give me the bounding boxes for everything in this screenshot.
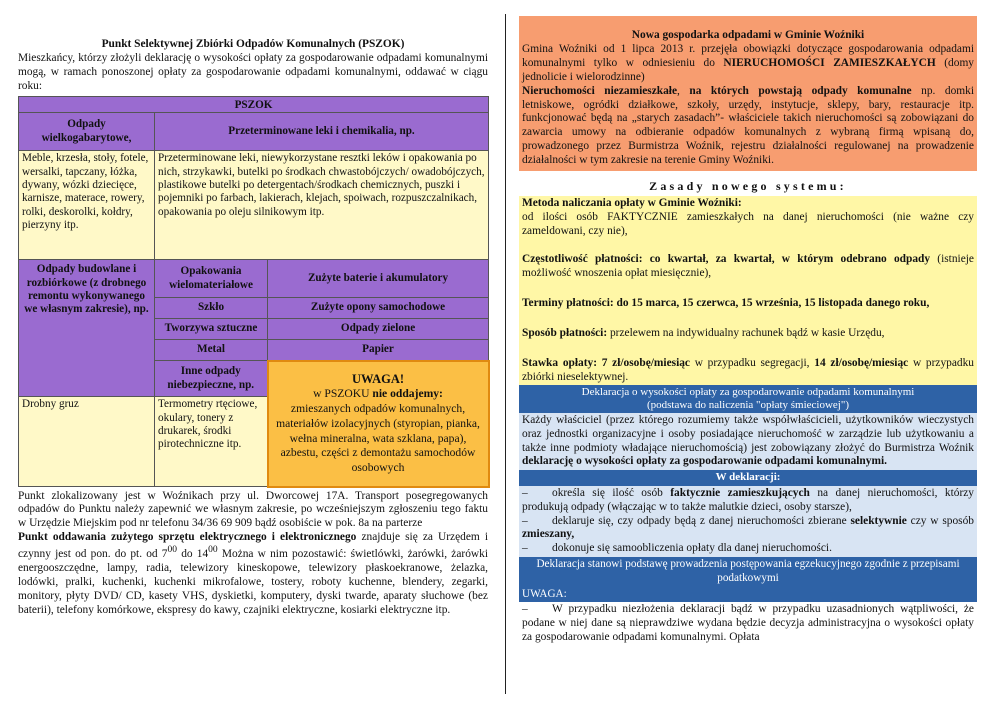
deklaracja-item-3 bbox=[522, 542, 974, 556]
uwaga-body: zmieszanych odpadów komunalnych, materiałów izolacyjnych (styropian, pianka, wełna mineralna, wata szklana, papa), azbestu, części z demontażu samochodów osobowych bbox=[276, 401, 480, 475]
zasady-title: Zasady nowego systemu: bbox=[649, 179, 847, 194]
sposob bbox=[522, 327, 974, 357]
item2-bold2: zmieszany, bbox=[522, 528, 575, 541]
deklaracja-title: Deklaracja o wysokości opłaty za gospodarowanie odpadami komunalnymi bbox=[581, 386, 915, 399]
deklaracja-item-1 bbox=[522, 487, 974, 515]
czestotliwosc bbox=[522, 253, 974, 297]
leki-list: Przeterminowane leki, niewykorzystane resztki leków i opakowania po nich, strzykawki, butelki po środkach chwastobójczych/ owadobójczych, plastikowe butelki po detergentach/środkach chemicznych, puszki i pojemniki po farbach, lakierach, klejach, spoiwach, rozpuszczalnikach, opakowania po oleju silnikowym itp. bbox=[155, 151, 489, 260]
termometry-cell: Termometry rtęciowe, okulary, tonery z drukarek, środki pirotechniczne itp. bbox=[155, 397, 268, 487]
item2-mid: czy w sposób bbox=[906, 514, 974, 527]
baterie-cell: Zużyte baterie i akumulatory bbox=[268, 260, 489, 298]
stawka-bold2: 14 zł/osobę/miesiąc bbox=[814, 356, 909, 369]
sposob-body: przelewem na indywidualny rachunek bądź w kasie Urzędu, bbox=[607, 326, 885, 339]
w-deklaracji-list bbox=[519, 486, 977, 558]
deklaracja-body bbox=[519, 413, 977, 471]
deklaracja-body-pre: Każdy właściciel (przez którego rozumiemy także współwłaścicieli, użytkowników wieczystych oraz jednostki organizacyjne i osoby posiadające nieruchomość w zarządzie lub użytkowaniu a także inne podmioty władające nieruchomością) jest zobowiązany złożyć do Burmistrza Woźnik bbox=[522, 413, 974, 454]
deklaracja-header bbox=[519, 385, 977, 412]
pszok-title: Punkt Selektywnej Zbiórki Odpadów Komunalnych (PSZOK) bbox=[101, 38, 405, 50]
tworzywa-cell: Tworzywa sztuczne bbox=[155, 319, 268, 340]
stawka-post: w przypadku zbiórki nieselektywnej. bbox=[522, 356, 974, 383]
item1-bold: faktycznie zamieszkujących bbox=[670, 486, 810, 499]
rtv-pre: znajduje się za Urzędem i czynny jest od pon. do pt. od 7 bbox=[18, 531, 488, 560]
right-column bbox=[519, 16, 977, 646]
uwaga-box bbox=[268, 361, 489, 487]
nowa-gospodarka-section bbox=[519, 16, 977, 171]
dash-3: – bbox=[522, 542, 528, 555]
pszok-location: Punkt zlokalizowany jest w Woźnikach przy ul. Dworcowej 17A. Transport posegregowanych odpadów do Punktu należy zapewnić we własnym zakresie, po wcześniejszym zgłoszeniu tego faktu w Urzędzie Miejskim pod nr telefonu 34/36 69 909 bądź osobiście w pok. 8a na parterze bbox=[18, 489, 488, 530]
nowa-p2-mid: , bbox=[677, 84, 690, 97]
zielone-cell: Odpady zielone bbox=[268, 319, 489, 340]
uwaga-title: UWAGA! bbox=[351, 372, 405, 387]
pszok-intro: Mieszkańcy, którzy złożyli deklarację o wysokości opłaty za gospodarowanie odpadami komunalnymi mogą, w ramach ponoszonej opłaty za gospodarowanie odpadami komunalnymi, oddawać w ciągu roku: bbox=[18, 51, 488, 92]
item1-pre: określa się ilość osób bbox=[552, 486, 671, 499]
rtv-paragraph bbox=[18, 531, 488, 617]
budowlane-cell: Odpady budowlane i rozbiórkowe (z drobnego remontu wykonywanego we własnym zakresie), np. bbox=[19, 260, 155, 397]
rtv-post: Można w nim pozostawić: świetlówki, żarówki, żarówki energooszczędne, lampy, radia, telewizory kineskopowe, telewizory płaskoekranowe, żelazka, lodówki, pralki, kuchenki, kuchenki mikrofalowe, tostery, roboty kuchenne, blendery, zegarki, monitory, płyty DVD/ CD, kasety VHS, dyskietki, komputery, dyski twarde, aparaty słuchowe (bez baterii), telefony komórkowe, ekspresy do kawy, czajniki elektryczne, kosiarki elektryczne itp. bbox=[18, 547, 488, 616]
uwaga-paragraph bbox=[519, 602, 977, 646]
metoda-body: od ilości osób FAKTYCZNIE zamieszkałych na danej nieruchomości (nie ważne czy zameldowani, czy nie), bbox=[522, 210, 974, 237]
pszok-table-header: PSZOK bbox=[19, 96, 489, 112]
column-divider bbox=[505, 14, 506, 694]
dash-4: – bbox=[522, 603, 528, 616]
metoda-bold: Metoda naliczania opłaty w Gminie Woźniki: bbox=[522, 196, 742, 209]
czest-bold: Częstotliwość płatności: co kwartał, za kwartał, w którym odebrano odpady bbox=[522, 252, 931, 265]
deklaracja-body-bold: deklarację o wysokości opłaty za gospodarowanie odpadami komunalnymi. bbox=[522, 455, 887, 468]
nowa-p1-bold: NIERUCHOMOŚCI ZAMIESZKAŁYCH bbox=[723, 56, 936, 69]
deklaracja-subtitle: (podstawa do naliczenia "opłaty śmieciowej") bbox=[646, 399, 850, 412]
nowa-p2-bold2: na których powstają odpady komunalne bbox=[689, 84, 912, 97]
col-leki-head: Przeterminowane leki i chemikalia, np. bbox=[155, 113, 489, 151]
nowa-p2 bbox=[522, 85, 974, 168]
zasady-section bbox=[519, 196, 977, 386]
col-wielkogabarytowe-head: Odpady wielkogabarytowe, bbox=[19, 113, 155, 151]
stawka bbox=[522, 357, 974, 385]
nowa-title: Nowa gospodarka odpadami w Gminie Woźniki bbox=[631, 29, 865, 41]
wielkogabarytowe-list: Meble, krzesła, stoły, fotele, wersalki, tapczany, łóżka, dywany, wózki dziecięce, karnisze, materace, rowery, rolki, deskorolki, kołdry, pierzyny itp. bbox=[19, 151, 155, 260]
papier-cell: Papier bbox=[268, 340, 489, 361]
dash-2: – bbox=[522, 514, 528, 527]
left-column bbox=[18, 38, 488, 618]
metal-cell: Metal bbox=[155, 340, 268, 361]
rtv-sup2: 00 bbox=[208, 545, 218, 556]
uwaga-pre: w PSZOKU bbox=[313, 387, 373, 401]
pszok-table bbox=[18, 96, 490, 488]
szklo-cell: Szkło bbox=[155, 298, 268, 319]
rtv-bold: Punkt oddawania zużytego sprzętu elektrycznego i elektronicznego bbox=[18, 531, 357, 544]
czest-body: (istnieje możliwość wnoszenia opłat miesięcznie), bbox=[522, 252, 974, 279]
uwaga-bold: nie oddajemy: bbox=[372, 387, 443, 401]
opakowania-cell: Opakowania wielomateriałowe bbox=[155, 260, 268, 298]
rtv-mid: do 14 bbox=[177, 547, 209, 560]
item2-bold: selektywnie bbox=[850, 514, 907, 527]
nowa-p2-post: np. domki letniskowe, ogródki działkowe, szkoły, urzędy, instytucje, sklepy, bary, restauracje itp. funkcjonować będą na „starych zasadach”- właściciele takich nieruchomości są zobowiązani do zawarcia umowy na odbieranie odpadów komunalnych z wybraną firmą wpisaną do, prowadzonego przez Burmistrza Woźnik, rejestru działalności regulowanej na prowadzenie działalności w tym zakresie na terenie Gminy Woźniki. bbox=[522, 84, 974, 167]
uwaga-header: UWAGA: bbox=[519, 587, 977, 603]
item3: dokonuje się samoobliczenia opłaty dla danej nieruchomości. bbox=[552, 542, 832, 555]
rtv-sup1: 00 bbox=[167, 545, 178, 556]
nowa-p1-pre: Gmina Woźniki od 1 lipca 2013 r. przejęła obowiązki dotyczące gospodarowania odpadami komunalnymi tylko w odniesieniu do bbox=[522, 42, 974, 69]
w-deklaracji-header: W deklaracji: bbox=[519, 470, 977, 485]
opony-cell: Zużyte opony samochodowe bbox=[268, 298, 489, 319]
gruz-cell: Drobny gruz bbox=[19, 397, 155, 487]
nowa-p1-post: (domy jednolicie i wielorodzinne) bbox=[522, 56, 974, 83]
terminy: Terminy płatności: do 15 marca, 15 czerwca, 15 września, 15 listopada danego roku, bbox=[522, 296, 930, 309]
deklaracja-item-2 bbox=[522, 515, 974, 543]
sposob-bold: Sposób płatności: bbox=[522, 326, 608, 339]
egzekucja-note: Deklaracja stanowi podstawę prowadzenia postępowania egzekucyjnego zgodnie z przepisami podatkowymi bbox=[519, 557, 977, 586]
item1-post: na danej nieruchomości, którzy produkują odpady (włączając w to także malutkie dzieci, osoby starsze), bbox=[522, 486, 974, 513]
uwaga-text: W przypadku niezłożenia deklaracji bądź w przypadku uzasadnionych wątpliwości, że podane w niej dane są nieprawdziwe wydana będzie decyzja administracyjna o wysokości opłaty za gospodarowanie odpadami komunalnymi. Opłata bbox=[522, 603, 974, 644]
stawka-mid: w przypadku segregacji, bbox=[689, 356, 815, 369]
stawka-bold1: Stawka opłaty: 7 zł/osobę/miesiąc bbox=[522, 356, 690, 369]
nowa-p2-bold1: Nieruchomości niezamieszkałe bbox=[522, 84, 678, 97]
nowa-p1 bbox=[522, 43, 974, 85]
niebezpieczne-cell: Inne odpady niebezpieczne, np. bbox=[155, 361, 268, 397]
dash-1: – bbox=[522, 486, 528, 499]
item2-pre: deklaruje się, czy odpady będą z danej nieruchomości zbierane bbox=[552, 514, 851, 527]
